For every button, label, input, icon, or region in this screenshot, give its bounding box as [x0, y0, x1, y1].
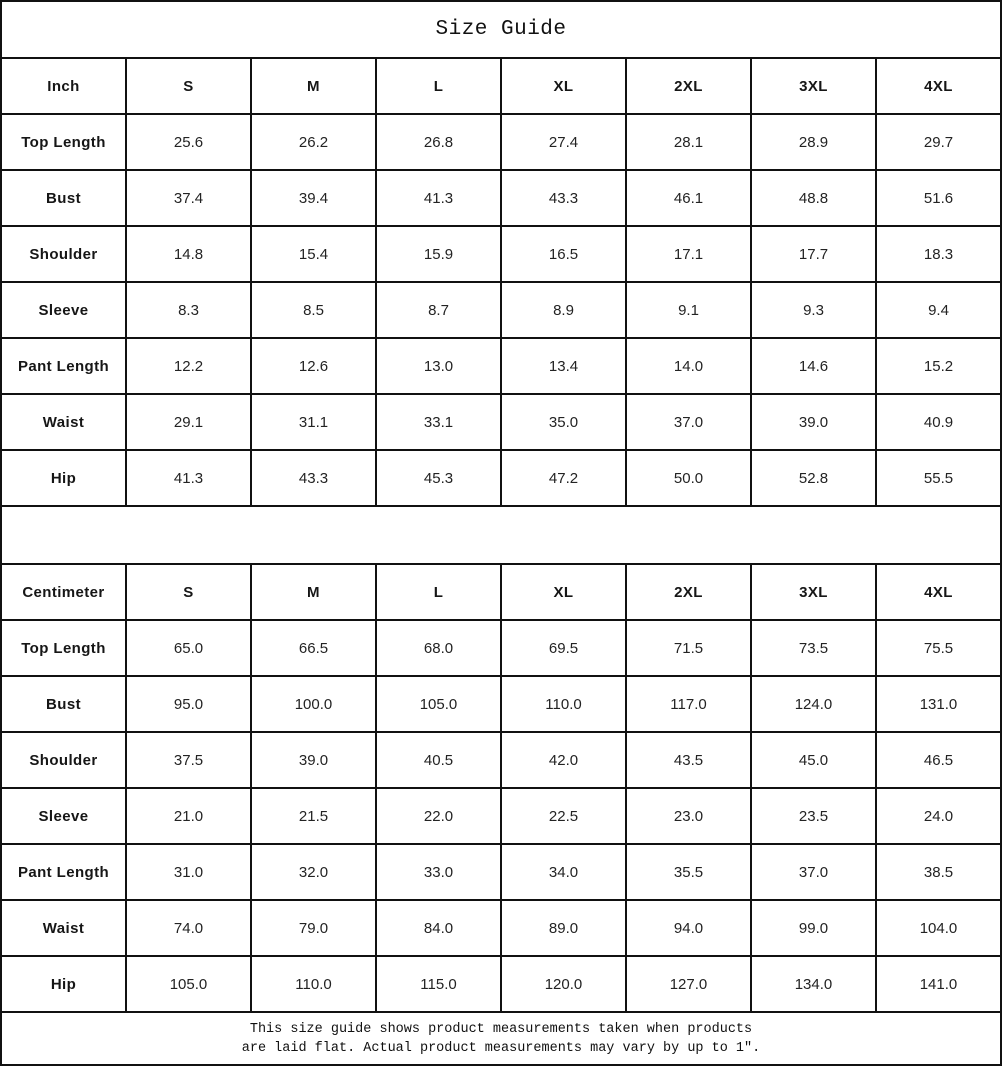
page-title: Size Guide [0, 0, 1002, 57]
measurement-row-label: Shoulder [1, 226, 126, 282]
measurement-value: 37.4 [126, 170, 251, 226]
unit-label: Inch [1, 58, 126, 114]
measurement-value: 21.0 [126, 788, 251, 844]
measurement-value: 110.0 [501, 676, 626, 732]
measurement-value: 39.0 [751, 394, 876, 450]
measurement-value: 43.3 [251, 450, 376, 506]
measurement-row-label: Waist [1, 900, 126, 956]
measurement-value: 69.5 [501, 620, 626, 676]
measurement-row-label: Shoulder [1, 732, 126, 788]
size-column-header: 3XL [751, 564, 876, 620]
size-column-header: XL [501, 564, 626, 620]
table-row [1, 844, 1001, 900]
measurement-value: 45.3 [376, 450, 501, 506]
measurement-value: 47.2 [501, 450, 626, 506]
size-column-header: S [126, 564, 251, 620]
table-row [1, 226, 1001, 282]
measurement-value: 37.0 [626, 394, 751, 450]
measurement-value: 23.0 [626, 788, 751, 844]
size-column-header: M [251, 58, 376, 114]
measurement-row-label: Bust [1, 676, 126, 732]
measurement-value: 99.0 [751, 900, 876, 956]
measurement-value: 33.0 [376, 844, 501, 900]
measurement-row-label: Bust [1, 170, 126, 226]
measurement-value: 42.0 [501, 732, 626, 788]
measurement-value: 95.0 [126, 676, 251, 732]
measurement-value: 37.0 [751, 844, 876, 900]
measurement-value: 17.1 [626, 226, 751, 282]
measurement-value: 39.4 [251, 170, 376, 226]
table-row [1, 450, 1001, 506]
measurement-value: 12.6 [251, 338, 376, 394]
measurement-value: 41.3 [126, 450, 251, 506]
size-column-header: L [376, 58, 501, 114]
measurement-value: 66.5 [251, 620, 376, 676]
measurement-value: 17.7 [751, 226, 876, 282]
measurement-value: 50.0 [626, 450, 751, 506]
measurement-value: 25.6 [126, 114, 251, 170]
measurement-value: 74.0 [126, 900, 251, 956]
size-column-header: M [251, 564, 376, 620]
centimeter-table-body [1, 620, 1001, 1012]
measurement-value: 73.5 [751, 620, 876, 676]
inch-size-table [0, 57, 1002, 507]
measurement-value: 24.0 [876, 788, 1001, 844]
measurement-value: 68.0 [376, 620, 501, 676]
measurement-value: 35.0 [501, 394, 626, 450]
measurement-value: 105.0 [376, 676, 501, 732]
measurement-value: 26.2 [251, 114, 376, 170]
measurement-value: 14.0 [626, 338, 751, 394]
measurement-value: 21.5 [251, 788, 376, 844]
measurement-value: 31.1 [251, 394, 376, 450]
measurement-row-label: Pant Length [1, 844, 126, 900]
measurement-value: 29.7 [876, 114, 1001, 170]
measurement-value: 28.9 [751, 114, 876, 170]
measurement-value: 27.4 [501, 114, 626, 170]
table-row [1, 394, 1001, 450]
measurement-value: 26.8 [376, 114, 501, 170]
measurement-row-label: Sleeve [1, 282, 126, 338]
measurement-value: 115.0 [376, 956, 501, 1012]
measurement-value: 15.4 [251, 226, 376, 282]
measurement-row-label: Top Length [1, 620, 126, 676]
size-column-header: XL [501, 58, 626, 114]
measurement-value: 35.5 [626, 844, 751, 900]
measurement-value: 43.3 [501, 170, 626, 226]
measurement-value: 37.5 [126, 732, 251, 788]
measurement-value: 23.5 [751, 788, 876, 844]
inch-table-body [1, 114, 1001, 506]
measurement-row-label: Top Length [1, 114, 126, 170]
measurement-row-label: Waist [1, 394, 126, 450]
measurement-value: 18.3 [876, 226, 1001, 282]
measurement-value: 13.4 [501, 338, 626, 394]
table-row [1, 676, 1001, 732]
measurement-value: 39.0 [251, 732, 376, 788]
measurement-value: 14.6 [751, 338, 876, 394]
size-column-header: S [126, 58, 251, 114]
measurement-value: 105.0 [126, 956, 251, 1012]
table-row [1, 114, 1001, 170]
measurement-value: 9.4 [876, 282, 1001, 338]
measurement-value: 28.1 [626, 114, 751, 170]
measurement-value: 94.0 [626, 900, 751, 956]
measurement-value: 65.0 [126, 620, 251, 676]
measurement-value: 52.8 [751, 450, 876, 506]
header-row [1, 564, 1001, 620]
measurement-value: 31.0 [126, 844, 251, 900]
centimeter-size-table [0, 563, 1002, 1013]
measurement-value: 127.0 [626, 956, 751, 1012]
size-column-header: 3XL [751, 58, 876, 114]
measurement-row-label: Sleeve [1, 788, 126, 844]
measurement-value: 55.5 [876, 450, 1001, 506]
measurement-value: 141.0 [876, 956, 1001, 1012]
measurement-value: 40.9 [876, 394, 1001, 450]
measurement-value: 46.5 [876, 732, 1001, 788]
measurement-value: 38.5 [876, 844, 1001, 900]
header-row [1, 58, 1001, 114]
measurement-value: 51.6 [876, 170, 1001, 226]
size-column-header: 4XL [876, 58, 1001, 114]
measurement-value: 14.8 [126, 226, 251, 282]
centimeter-table-header [1, 564, 1001, 620]
measurement-value: 40.5 [376, 732, 501, 788]
measurement-value: 8.3 [126, 282, 251, 338]
measurement-row-label: Pant Length [1, 338, 126, 394]
measurement-value: 16.5 [501, 226, 626, 282]
measurement-value: 8.5 [251, 282, 376, 338]
table-row [1, 788, 1001, 844]
measurement-note [0, 1013, 1002, 1066]
measurement-note-line2: are laid flat. Actual product measurements may vary by up to 1″. [241, 1040, 761, 1056]
measurement-value: 124.0 [751, 676, 876, 732]
measurement-value: 32.0 [251, 844, 376, 900]
measurement-value: 34.0 [501, 844, 626, 900]
size-column-header: 4XL [876, 564, 1001, 620]
measurement-value: 29.1 [126, 394, 251, 450]
measurement-value: 100.0 [251, 676, 376, 732]
inch-table-header [1, 58, 1001, 114]
table-row [1, 620, 1001, 676]
measurement-value: 43.5 [626, 732, 751, 788]
measurement-value: 22.5 [501, 788, 626, 844]
measurement-value: 8.9 [501, 282, 626, 338]
measurement-value: 110.0 [251, 956, 376, 1012]
table-spacer [0, 507, 1002, 563]
measurement-value: 48.8 [751, 170, 876, 226]
measurement-value: 9.3 [751, 282, 876, 338]
measurement-row-label: Hip [1, 450, 126, 506]
table-row [1, 170, 1001, 226]
measurement-value: 79.0 [251, 900, 376, 956]
table-row [1, 732, 1001, 788]
measurement-value: 131.0 [876, 676, 1001, 732]
measurement-value: 15.9 [376, 226, 501, 282]
measurement-value: 8.7 [376, 282, 501, 338]
table-row [1, 282, 1001, 338]
measurement-value: 45.0 [751, 732, 876, 788]
table-row [1, 900, 1001, 956]
measurement-note-line1: This size guide shows product measurements taken when products [249, 1021, 753, 1037]
table-row [1, 956, 1001, 1012]
measurement-value: 41.3 [376, 170, 501, 226]
measurement-value: 89.0 [501, 900, 626, 956]
measurement-value: 15.2 [876, 338, 1001, 394]
measurement-row-label: Hip [1, 956, 126, 1012]
size-column-header: 2XL [626, 564, 751, 620]
measurement-value: 9.1 [626, 282, 751, 338]
measurement-value: 117.0 [626, 676, 751, 732]
measurement-value: 84.0 [376, 900, 501, 956]
measurement-value: 104.0 [876, 900, 1001, 956]
unit-label: Centimeter [1, 564, 126, 620]
measurement-value: 33.1 [376, 394, 501, 450]
measurement-value: 13.0 [376, 338, 501, 394]
measurement-value: 75.5 [876, 620, 1001, 676]
measurement-value: 22.0 [376, 788, 501, 844]
measurement-value: 120.0 [501, 956, 626, 1012]
size-column-header: 2XL [626, 58, 751, 114]
measurement-value: 46.1 [626, 170, 751, 226]
measurement-value: 71.5 [626, 620, 751, 676]
measurement-value: 134.0 [751, 956, 876, 1012]
size-column-header: L [376, 564, 501, 620]
measurement-value: 12.2 [126, 338, 251, 394]
table-row [1, 338, 1001, 394]
